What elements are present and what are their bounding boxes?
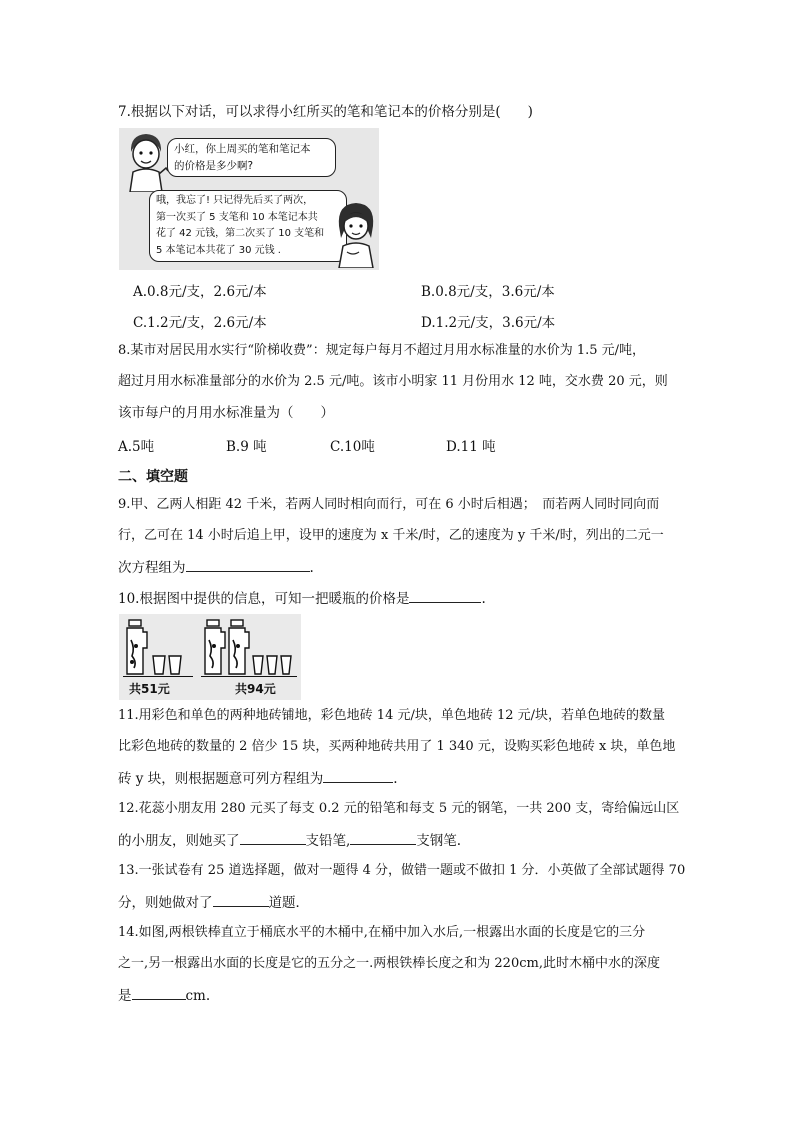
q13-text-a: 分，则她做对了 xyxy=(118,895,213,911)
q10-period: . xyxy=(481,591,486,607)
q14-answer-blank[interactable] xyxy=(132,986,186,1000)
q8-line: 超过月用水标准量部分的水价为 2.5 元/吨。该市小明家 11 月份用水 12 吨，交水费 20 元，则 xyxy=(118,374,668,389)
q11-answer-blank[interactable] xyxy=(323,769,393,783)
q7-option-d: D.1.2元/支，3.6元/本 xyxy=(421,315,556,331)
q9-line-3 xyxy=(118,558,314,577)
bubble1-line: 小红，你上周买的笔和笔记本 xyxy=(174,143,311,155)
q13-text-b: 道题． xyxy=(268,895,309,911)
bubble2-line: 花了 42 元钱，第二次买了 10 支笔和 xyxy=(156,228,325,239)
q12-text-b: 支铅笔, xyxy=(305,833,351,849)
q10-answer-blank[interactable] xyxy=(409,589,481,603)
q14-text-a: 是 xyxy=(118,988,132,1004)
q12-text-c: 支钢笔. xyxy=(416,833,462,849)
thermos-cups-set2-icon xyxy=(201,618,299,678)
q7-stem: 7.根据以下对话，可以求得小红所买的笔和笔记本的价格分别是( ) xyxy=(118,104,533,120)
q11-line3-text: 砖 y 块，则根据题意可列方程组为 xyxy=(118,771,324,787)
q9-line: 行，乙可在 14 小时后追上甲，设甲的速度为 x 千米/时，乙的速度为 y 千米/时，列出的二元一 xyxy=(118,528,664,543)
set1-total-label: 共51元 xyxy=(129,682,170,696)
figure-divider-left xyxy=(123,676,193,677)
boy-icon xyxy=(122,130,170,192)
q11-period: . xyxy=(393,771,398,787)
q10-text: 10.根据图中提供的信息，可知一把暖瓶的价格是 xyxy=(118,591,410,607)
q8-line: 该市每户的月用水标准量为（ ） xyxy=(118,405,334,421)
q11-line: 11.用彩色和单色的两种地砖铺地，彩色地砖 14 元/块，单色地砖 12 元/块，若单色地砖的数量 xyxy=(118,708,666,723)
q12-line-1: 12.花蕊小朋友用 280 元买了每支 0.2 元的铅笔和每支 5 元的钢笔，一共 200 支，寄给偏远山区 xyxy=(118,801,680,816)
q9-period: . xyxy=(309,560,314,576)
q14-line-3 xyxy=(118,986,210,1005)
thermos-cups-set1-icon xyxy=(123,618,189,678)
section-heading-fill-blank: 二、填空题 xyxy=(118,469,188,485)
q9-line: 9.甲、乙两人相距 42 千米，若两人同时相向而行，可在 6 小时后相遇； 而若两人同时同向而 xyxy=(118,497,660,512)
bubble1-line: 的价格是多少啊? xyxy=(174,159,254,172)
q14-line: 之一,另一根露出水面的长度是它的五分之一.两根铁棒长度之和为 220cm,此时木桶中水的深度 xyxy=(118,956,660,971)
q8-option-b: B.9 吨 xyxy=(226,439,267,455)
q13-answer-blank[interactable] xyxy=(213,893,269,907)
boy-speech-bubble xyxy=(167,138,336,177)
q10-figure xyxy=(119,614,301,700)
q11-line: 比彩色地砖的数量的 2 倍少 15 块，买两种地砖共用了 1 340 元，设购买彩色地砖 x 块，单色地 xyxy=(118,739,676,754)
q14-text-b: cm. xyxy=(185,988,211,1004)
girl-icon xyxy=(333,196,379,268)
q7-option-c: C.1.2元/支，2.6元/本 xyxy=(133,315,267,331)
q12-line-2 xyxy=(118,831,461,850)
q12-pen-blank[interactable] xyxy=(350,831,416,845)
q9-answer-blank[interactable] xyxy=(186,558,310,572)
q12-pencil-blank[interactable] xyxy=(240,831,306,845)
q8-option-d: D.11 吨 xyxy=(446,439,496,455)
figure-divider-right xyxy=(201,676,297,677)
bubble2-line: 第一次买了 5 支笔和 10 本笔记本共 xyxy=(156,211,318,223)
q10-line xyxy=(118,589,486,608)
q9-line3-text: 次方程组为 xyxy=(118,560,186,576)
q12-text-a: 的小朋友，则她买了 xyxy=(118,833,240,849)
girl-speech-bubble xyxy=(149,190,347,262)
q11-line-3 xyxy=(118,769,398,788)
bubble2-line: 哦，我忘了! 只记得先后买了两次， xyxy=(156,195,314,206)
q13-line-2 xyxy=(118,893,309,912)
q8-line: 8.某市对居民用水实行“阶梯收费”：规定每户每月不超过月用水标准量的水价为 1.5 元/吨， xyxy=(118,343,646,358)
q14-line: 14.如图,两根铁棒直立于桶底水平的木桶中,在桶中加入水后,一根露出水面的长度是它的三分 xyxy=(118,925,646,940)
bubble2-line: 5 本笔记本共花了 30 元钱 . xyxy=(156,244,281,256)
q8-option-a: A.5吨 xyxy=(118,439,155,455)
q8-option-c: C.10吨 xyxy=(330,439,375,455)
q7-option-a: A.0.8元/支，2.6元/本 xyxy=(133,284,267,300)
q13-line-1: 13.一张试卷有 25 道选择题，做对一题得 4 分，做错一题或不做扣 1 分．小英做了全部试题得 70 xyxy=(118,863,686,878)
q7-option-b: B.0.8元/支，3.6元/本 xyxy=(421,284,555,300)
q7-dialogue-illustration xyxy=(119,128,379,270)
set2-total-label: 共94元 xyxy=(235,682,276,696)
